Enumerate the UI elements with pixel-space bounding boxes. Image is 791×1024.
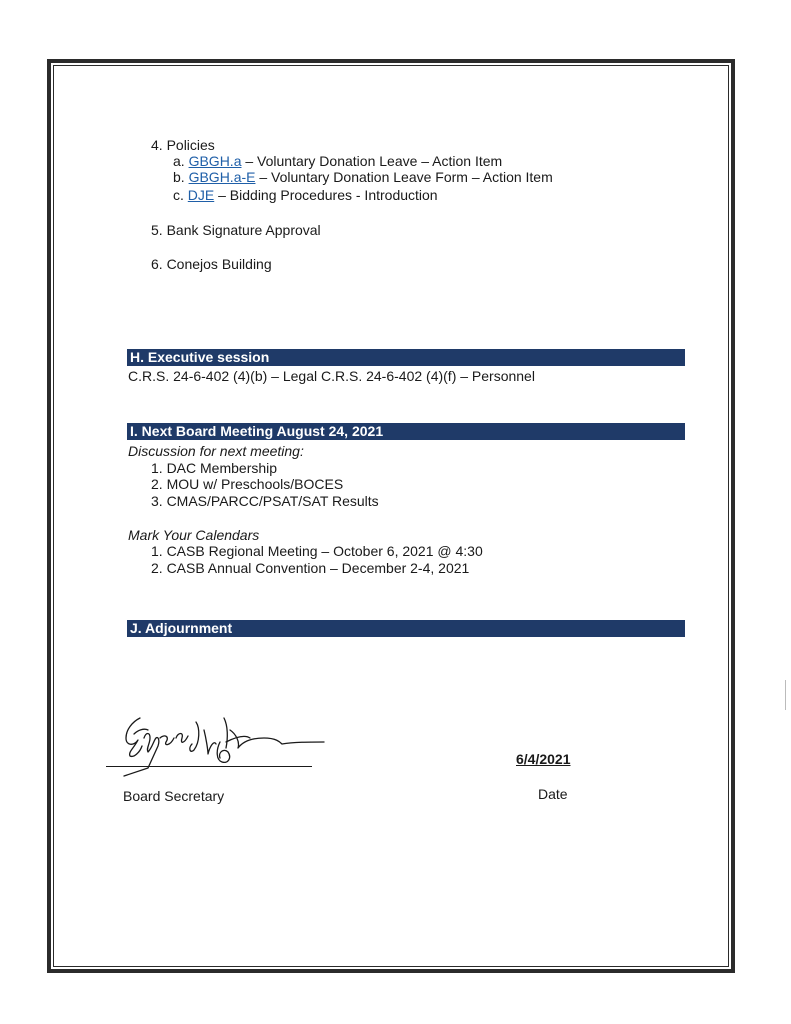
policy-text: – Bidding Procedures - Introduction xyxy=(214,187,438,203)
agenda-item-conejos-building: 6. Conejos Building xyxy=(151,256,272,272)
calendar-label: Mark Your Calendars xyxy=(128,527,260,543)
policy-marker: b. xyxy=(173,169,185,185)
policy-link-gbgh-a-e[interactable]: GBGH.a-E xyxy=(188,169,256,185)
policy-link-dje[interactable]: DJE xyxy=(187,187,215,203)
discussion-item: 1. DAC Membership xyxy=(151,460,278,476)
board-secretary-label: Board Secretary xyxy=(123,788,225,804)
policy-marker: c. xyxy=(173,187,184,203)
date-label: Date xyxy=(538,786,568,802)
section-h-body: C.R.S. 24-6-402 (4)(b) – Legal C.R.S. 24-6-402 (4)(f) – Personnel xyxy=(128,368,535,384)
calendar-item: 2. CASB Annual Convention – December 2-4, 2021 xyxy=(151,560,470,576)
scan-edge-mark xyxy=(785,680,786,710)
policy-item xyxy=(173,169,553,186)
discussion-item: 3. CMAS/PARCC/PSAT/SAT Results xyxy=(151,493,379,509)
policy-text: – Voluntary Donation Leave – Action Item xyxy=(241,153,503,169)
policies-heading: 4. Policies xyxy=(151,137,215,153)
section-i-header: I. Next Board Meeting August 24, 2021 xyxy=(127,423,685,440)
section-h-header: H. Executive session xyxy=(127,349,685,366)
policy-link-gbgh-a[interactable]: GBGH.a xyxy=(188,153,242,169)
signature-line xyxy=(106,766,312,767)
signature-image xyxy=(104,708,334,778)
policy-item xyxy=(173,187,438,204)
agenda-item-bank-signature: 5. Bank Signature Approval xyxy=(151,222,321,238)
discussion-label: Discussion for next meeting: xyxy=(128,443,304,459)
policy-marker: a. xyxy=(173,153,185,169)
policy-text: – Voluntary Donation Leave Form – Action Item xyxy=(255,169,553,185)
section-j-header: J. Adjournment xyxy=(127,620,685,637)
discussion-item: 2. MOU w/ Preschools/BOCES xyxy=(151,476,344,492)
signature-date-value: 6/4/2021 xyxy=(516,751,571,767)
policy-item xyxy=(173,153,502,170)
calendar-item: 1. CASB Regional Meeting – October 6, 2021 @ 4:30 xyxy=(151,543,483,559)
